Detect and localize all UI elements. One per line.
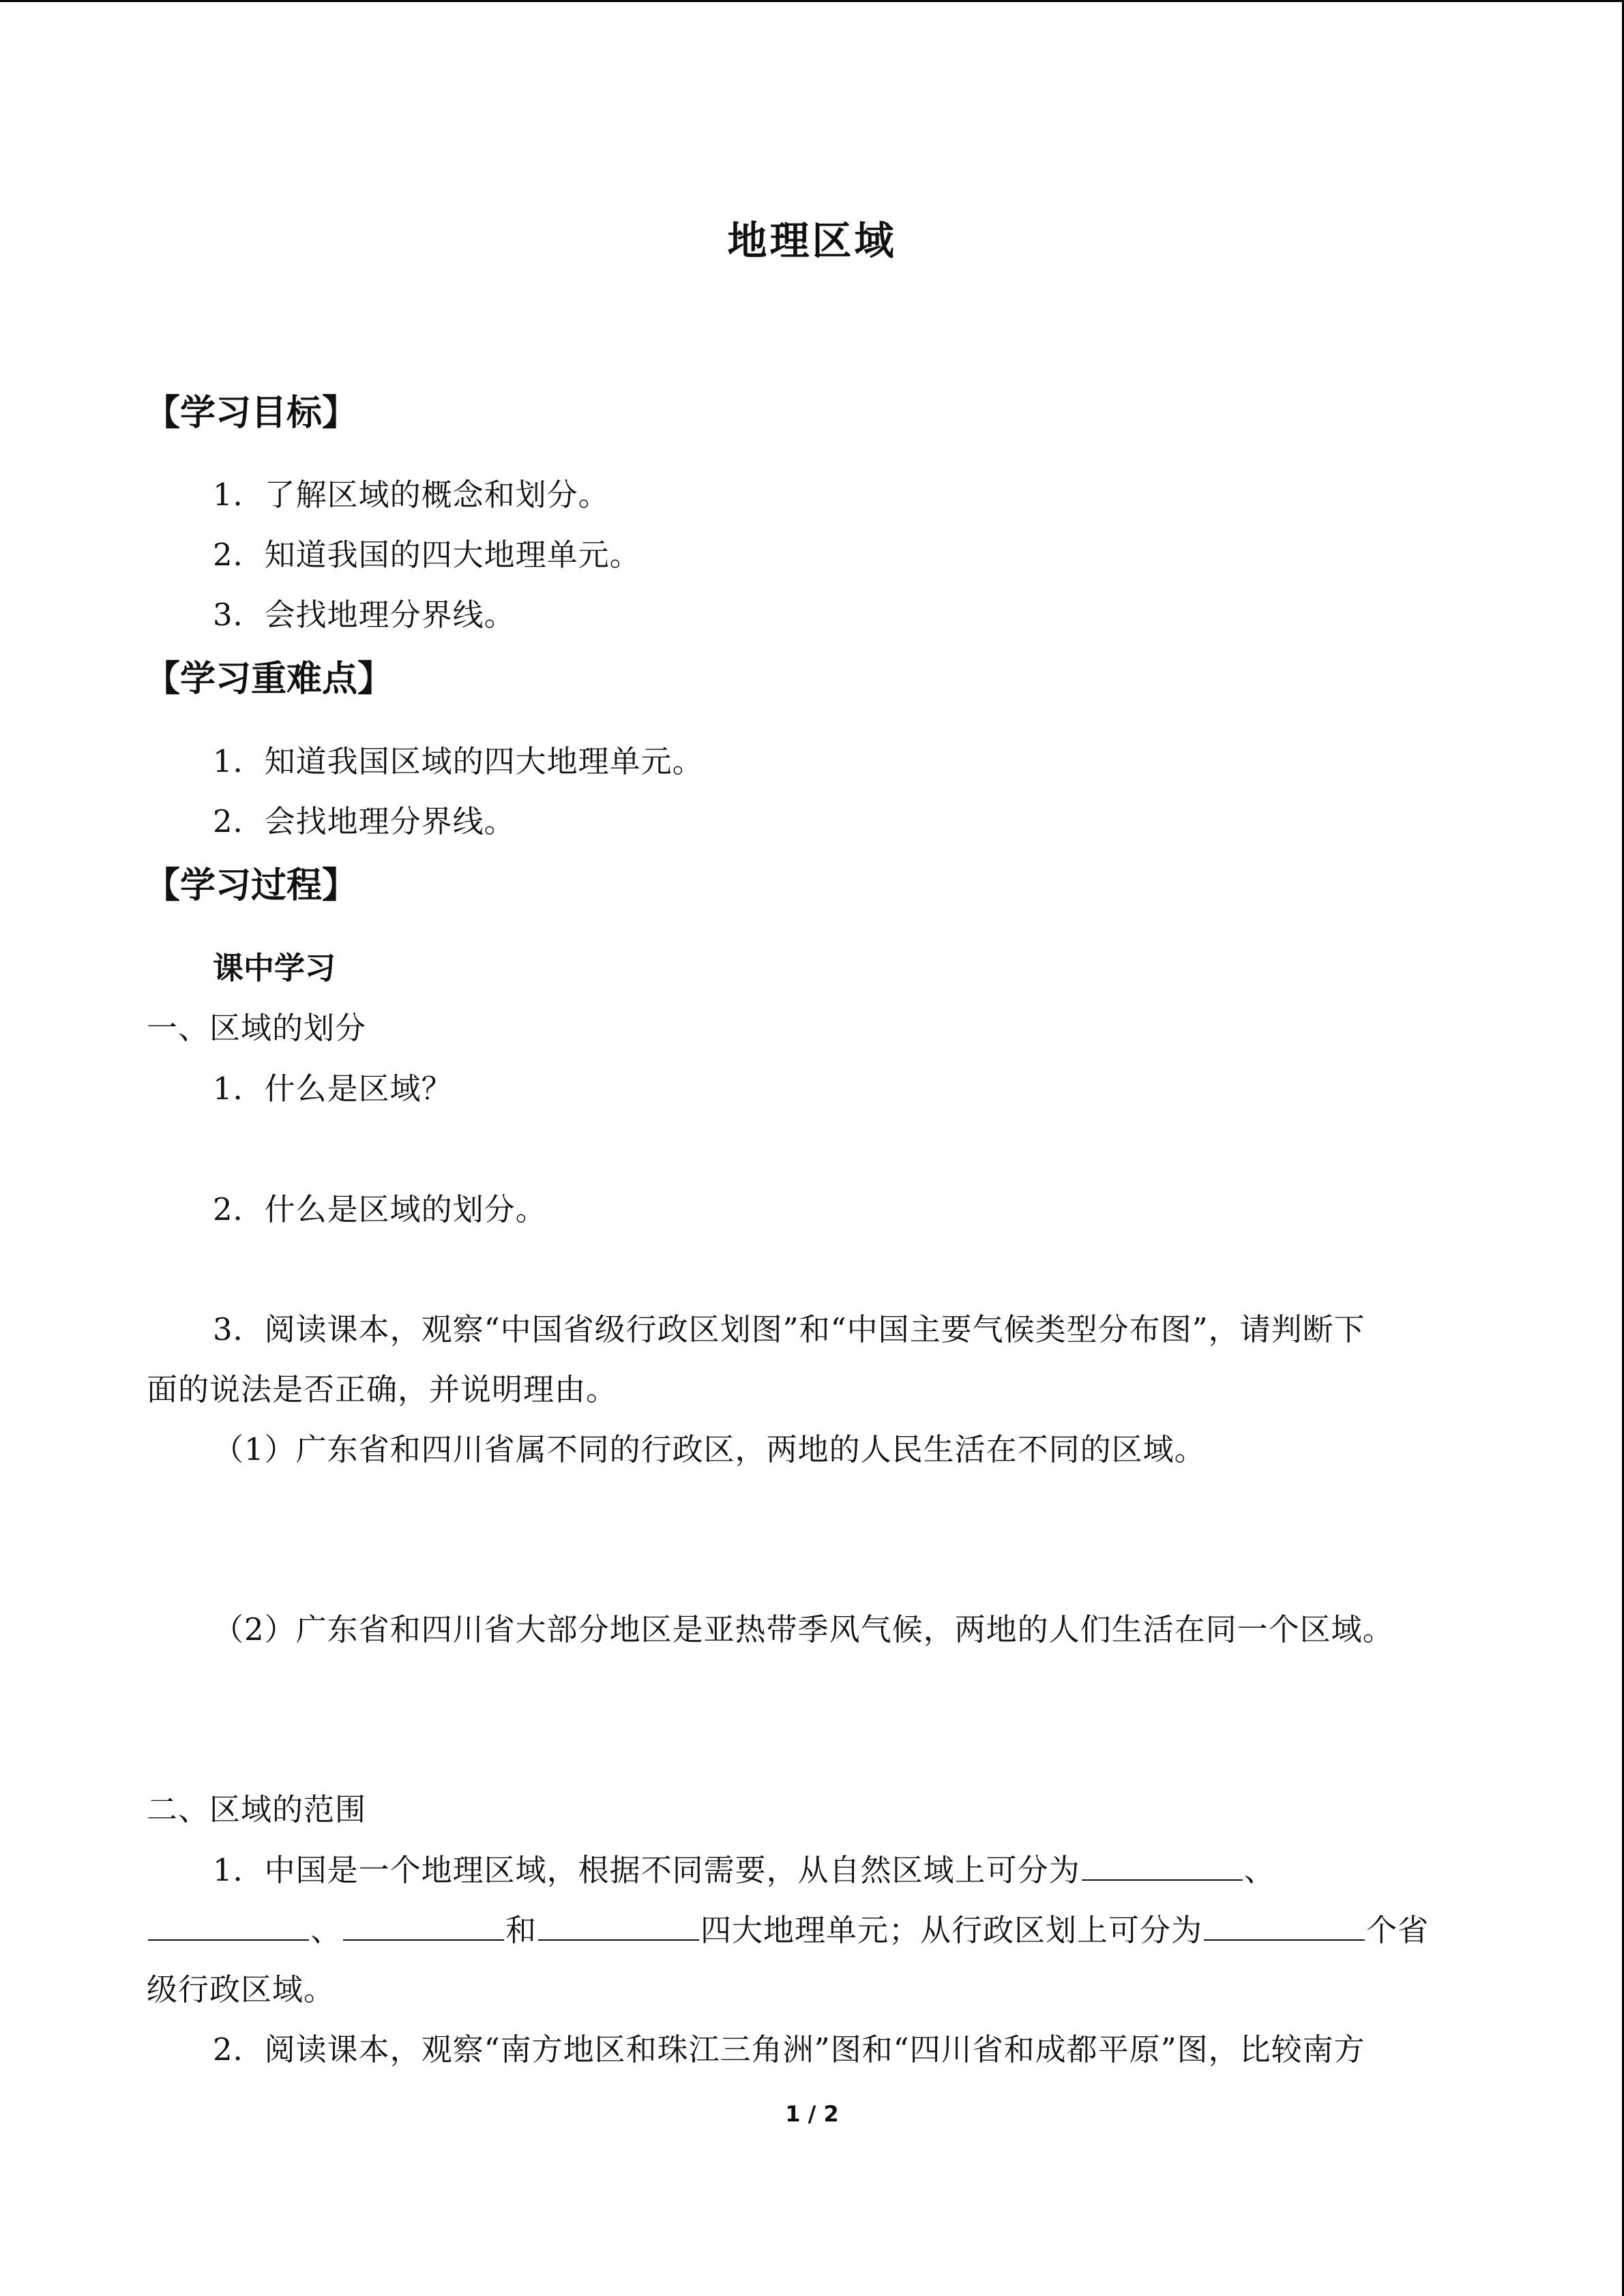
document-title: 地理区域 xyxy=(727,218,897,264)
key-point-item-1: 1．知道我国区域的四大地理单元。 xyxy=(213,743,704,779)
part2-q1-mid-text: 四大地理单元；从行政区划上可分为 xyxy=(700,1912,1203,1948)
part2-question-1-line-2 xyxy=(147,1909,1429,1951)
objective-item-3: 3．会找地理分界线。 xyxy=(213,597,516,633)
part1-question-3-line-2: 面的说法是否正确，并说明理由。 xyxy=(147,1371,618,1407)
separator-comma: 、 xyxy=(310,1912,342,1948)
objective-item-1: 1．了解区域的概念和划分。 xyxy=(213,477,610,513)
part2-question-1-line-1 xyxy=(213,1849,1275,1891)
process-heading: 【学习过程】 xyxy=(145,865,358,906)
objectives-heading: 【学习目标】 xyxy=(145,393,358,434)
in-class-subheading: 课中学习 xyxy=(213,950,336,986)
part2-question-1-line-3: 级行政区域。 xyxy=(147,1971,336,2008)
page-number: 1 / 2 xyxy=(785,2101,839,2127)
objective-item-2: 2．知道我国的四大地理单元。 xyxy=(213,537,641,573)
part1-question-2: 2．什么是区域的划分。 xyxy=(213,1191,547,1227)
part1-question-3-line-1: 3．阅读课本，观察“中国省级行政区划图”和“中国主要气候类型分布图”，请判断下 xyxy=(213,1311,1365,1347)
fill-blank-4[interactable] xyxy=(538,1909,699,1941)
fill-blank-1[interactable] xyxy=(1082,1849,1243,1881)
fill-blank-2[interactable] xyxy=(148,1909,309,1941)
key-points-heading: 【学习重难点】 xyxy=(145,659,394,700)
key-point-item-2: 2．会找地理分界线。 xyxy=(213,803,516,839)
part1-question-3-sub-1: （1）广东省和四川省属不同的行政区，两地的人民生活在不同的区域。 xyxy=(213,1431,1206,1467)
part2-title: 二、区域的范围 xyxy=(147,1791,367,1828)
fill-blank-5[interactable] xyxy=(1204,1909,1365,1941)
part1-question-3-sub-2: （2）广东省和四川省大部分地区是亚热带季风气候，两地的人们生活在同一个区域。 xyxy=(213,1611,1394,1648)
part2-q1-end-text: 个省 xyxy=(1366,1912,1430,1948)
part1-question-1: 1．什么是区域？ xyxy=(213,1071,453,1107)
part2-q1-text: 1．中国是一个地理区域，根据不同需要，从自然区域上可分为 xyxy=(213,1852,1080,1888)
part2-question-2-line-1: 2．阅读课本，观察“南方地区和珠江三角洲”图和“四川省和成都平原”图，比较南方 xyxy=(213,2031,1365,2068)
page-border-top xyxy=(0,0,1624,2)
separator-comma: 、 xyxy=(1243,1852,1275,1888)
conjunction-and: 和 xyxy=(505,1912,537,1948)
fill-blank-3[interactable] xyxy=(343,1909,504,1941)
part1-title: 一、区域的划分 xyxy=(147,1010,367,1046)
